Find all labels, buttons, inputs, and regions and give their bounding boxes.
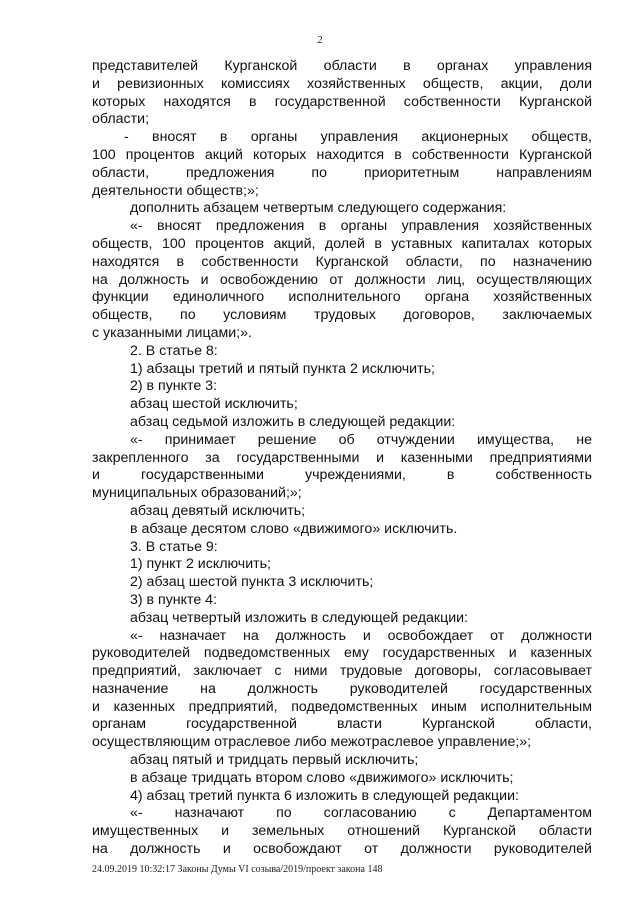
text-line: на должность и освобождению от должности лиц, осуществляющих [92, 271, 592, 288]
text-line: 2. В статье 8: [130, 342, 218, 359]
text-line: деятельности обществ;»; [92, 182, 259, 199]
text-line: 100 процентов акций которых находится в собственности Курганской [92, 146, 592, 163]
text-line: представителей Курганской области в органах управления [92, 58, 592, 74]
text-line: 2) в пункте 3: [130, 378, 218, 395]
text-line: «- назначают по согласованию с Департаментом [130, 805, 592, 822]
text-line: с указанными лицами;». [92, 324, 252, 341]
text-line: 3) в пункте 4: [130, 591, 218, 608]
document-footer: 24.09.2019 10:32:17 Законы Думы VI созыва/2019/проект закона 148 [92, 864, 383, 875]
text-line: и ревизионных комиссиях хозяйственных обществ, акции, доли [92, 75, 592, 92]
text-line: абзац четвертый изложить в следующей редакции: [130, 609, 469, 626]
text-line: осуществляющим отраслевое либо межотраслевое управление;»; [92, 734, 532, 751]
text-line: абзац пятый и тридцать первый исключить; [130, 752, 419, 769]
text-line: и казенных предприятий, подведомственных иным исполнительным [92, 698, 592, 715]
text-line: «- назначает на должность и освобождает от должности [130, 627, 592, 644]
text-line: и государственными учреждениями, в собственность [92, 467, 592, 484]
text-line: обществ, 100 процентов акций, долей в уставных капиталах которых [92, 235, 592, 252]
text-line: закрепленного за государственными и казенными предприятиями [92, 449, 592, 466]
text-line: в абзаце десятом слово «движимого» исключить. [130, 520, 458, 537]
text-line: абзац шестой исключить; [130, 396, 298, 413]
text-line: 3. В статье 9: [130, 538, 218, 555]
text-line: 4) абзац третий пункта 6 изложить в следующей редакции: [130, 787, 519, 804]
text-line: органам государственной власти Курганской области, [92, 716, 592, 733]
text-line: 1) пункт 2 исключить; [130, 556, 271, 573]
text-line: абзац седьмой изложить в следующей редакции: [130, 413, 456, 430]
text-line: области; [92, 111, 150, 128]
text-line: имущественных и земельных отношений Курганской области [92, 823, 592, 840]
text-line: муниципальных образований;»; [92, 485, 302, 502]
document-body [92, 58, 592, 859]
text-line: в абзаце тридцать втором слово «движимого» исключить; [130, 769, 514, 786]
text-line: абзац девятый исключить; [130, 502, 306, 519]
text-line: 1) абзацы третий и пятый пункта 2 исключить; [130, 360, 435, 377]
text-line: дополнить абзацем четвертым следующего содержания: [130, 200, 507, 217]
text-line: - вносят в органы управления акционерных обществ, [124, 129, 592, 146]
text-line: которых находятся в государственной собственности Курганской [92, 93, 592, 110]
text-line: области, предложения по приоритетным направлениям [92, 164, 592, 181]
text-line: руководителей подведомственных ему государственных и казенных [92, 645, 592, 662]
text-line: находятся в собственности Курганской области, по назначению [92, 253, 592, 270]
text-line: назначение на должность руководителей государственных [92, 680, 592, 697]
text-line: 2) абзац шестой пункта 3 исключить; [130, 574, 374, 591]
text-line: «- принимает решение об отчуждении имущества, не [130, 431, 592, 448]
text-line: предприятий, заключает с ними трудовые договоры, согласовывает [92, 663, 592, 680]
text-line: на должность и освобождают от должности руководителей [92, 841, 592, 858]
text-line: обществ, по условиям трудовых договоров, заключаемых [92, 307, 592, 324]
page-number: 2 [317, 34, 323, 46]
text-line: функции единоличного исполнительного органа хозяйственных [92, 289, 592, 306]
text-line: «- вносят предложения в органы управления хозяйственных [130, 218, 592, 235]
